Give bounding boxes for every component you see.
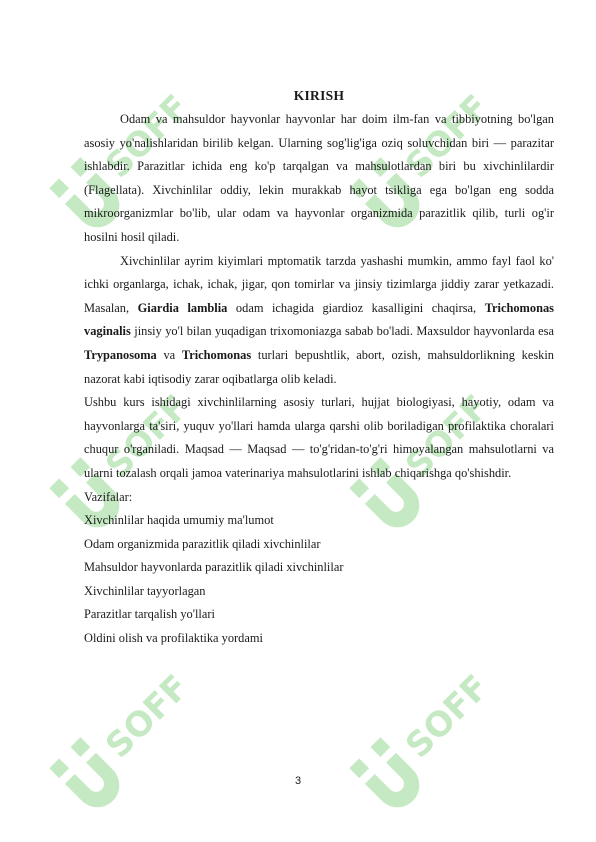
- task-item: Xivchinlilar haqida umumiy ma'lumot: [84, 513, 274, 528]
- watermark-text: SOFF: [98, 387, 197, 487]
- watermark-mark-icon: [349, 737, 390, 778]
- watermark-logo: [49, 658, 207, 816]
- watermark-text: SOFF: [398, 387, 497, 487]
- intro-paragraph: Odam va mahsuldor hayvonlar hayvonlar har doim ilm-fan va tibbiyotning bo'lgan asosiy yo'nalishlaridan birilib kelgan. Ularning sog'lig'iga oziq soluvchidan biri — parazitar ishlabdir. Parazitlar ichida eng ko'p tarqalgan va mahsulotlardan biri bu xivchinlilardir (Flagellata). Xivchinlilar oddiy, lekin murakkab hayot tsikliga ega bo'lgan eng sodda mikroorganizmlar bo'lib, ular odam va hayvonlar organizmida parazitlik qilib, turli og'ir hosilni hosil qiladi.: [84, 112, 554, 244]
- species-name-giardia: Giardia lamblia: [137, 300, 228, 315]
- task-item: Odam organizmida parazitlik qiladi xivchinlilar: [84, 536, 321, 551]
- tasks-heading: Vazifalar:: [84, 489, 133, 504]
- watermark-text: SOFF: [398, 667, 497, 767]
- task-item: Mahsuldor hayvonlarda parazitlik qiladi xivchinlilar: [84, 560, 344, 575]
- task-item: Xivchinlilar tayyorlagan: [84, 583, 206, 598]
- watermark-logo: [349, 658, 507, 816]
- page-title: KIRISH: [293, 88, 345, 103]
- text-run: odam ichagida giardioz kasalligini chaqirsa,: [227, 300, 485, 315]
- species-name-trichomonas-vaginalis: Trichomonas vaginalis: [84, 300, 554, 339]
- page-number: 3: [294, 775, 302, 787]
- watermark-text: SOFF: [98, 87, 197, 187]
- goal-paragraph: Ushbu kurs ishidagi xivchinlilarning asosiy turlari, hujjat biologiyasi, hayotiy, odam va hayvonlarga ta'siri, yuquv yo'llari hamda ularga qarshi olib boriladigan profilaktika choralari chuqur o'rganiladi. Maqsad — Maqsad — to'g'ridan-to'g'ri himoyalangan mahsulotlarni va ularni tozalash orqali jamoa vaterinariya mahsulotlarini ishlab chiqarishga qo'shishdir.: [84, 395, 554, 480]
- watermark-text: SOFF: [398, 87, 497, 187]
- text-run: jinsiy yo'l bilan yuqadigan trixomoniazga sabab bo'ladi. Maxsuldor hayvonlarda esa: [130, 324, 554, 339]
- watermark-text: SOFF: [98, 667, 197, 767]
- text-run: va: [156, 347, 182, 362]
- species-name-trypanosoma: Trypanosoma: [84, 347, 157, 362]
- species-name-trichomonas: Trichomonas: [181, 347, 252, 362]
- text-run: Xivchinlilar ayrim kiyimlari mptomatik tarzda yashashi mumkin, ammo fayl faol ko' ichki organlarga, ichak, ichak, jigar, qon tomirlar va jinsiy tizimlarga jiddiy zarar yetkazadi. Masalan,: [84, 253, 554, 315]
- task-item: Parazitlar tarqalish yo'llari: [84, 607, 215, 622]
- watermark-mark-icon: [49, 737, 90, 778]
- species-paragraph: [84, 250, 554, 392]
- document-body: [84, 86, 554, 651]
- task-item: Oldini olish va profilaktika yordami: [84, 631, 263, 646]
- tasks-list: [84, 509, 554, 651]
- text-run: turlari bepushtlik, abort, ozish, mahsuldorlikning keskin nazorat kabi iqtisodiy zarar oqibatlarga olib keladi.: [84, 347, 554, 386]
